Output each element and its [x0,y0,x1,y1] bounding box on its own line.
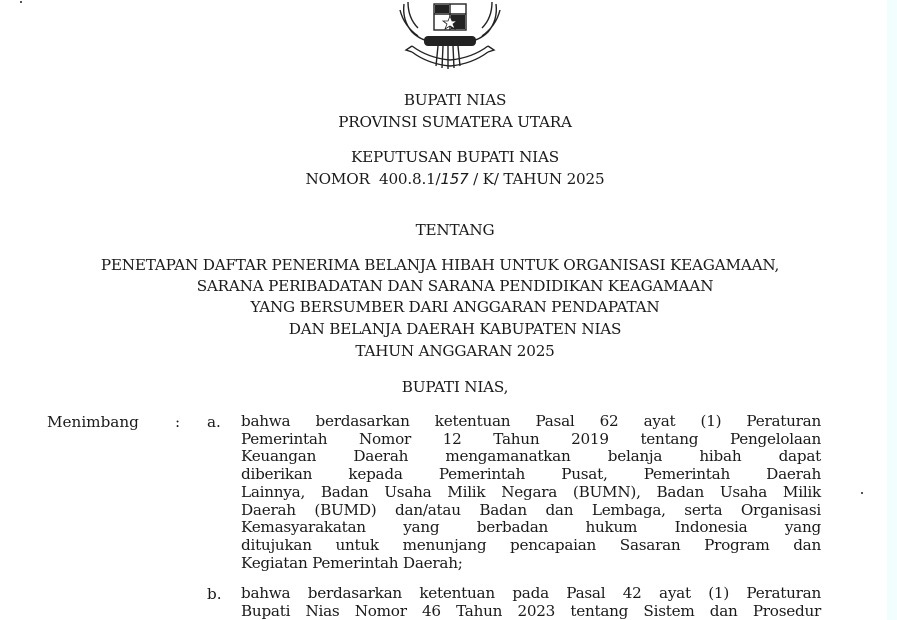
province-title: PROVINSI SUMATERA UTARA [338,113,572,131]
subject-line-2: SARANA PERIBADATAN DAN SARANA PENDIDIKAN KEAGAMAAN [196,277,714,295]
subject-label: TENTANG [415,221,495,239]
decree-number-suffix: / K/ TAHUN 2025 [468,170,605,188]
item-a-line: Keuangan Daerah mengamanatkan belanja hibah dapat [241,447,821,466]
item-a-line: Kegiatan Pemerintah Daerah; [241,553,463,572]
item-a-line: Daerah (BUMD) dan/atau Badan dan Lembaga, serta Organisasi [241,500,821,519]
item-b-paragraph [241,585,821,620]
subject-line-5: TAHUN ANGGARAN 2025 [355,342,555,360]
item-a-line: diberikan kepada Pemerintah Pusat, Pemerintah Daerah [241,465,821,484]
item-b-marker: b. [207,585,222,603]
garuda-emblem-icon [398,0,502,74]
considering-label: Menimbang [47,413,139,431]
item-a-line: ditujukan untuk menunjang pencapaian Sasaran Program dan [241,535,821,554]
subject-line-4: DAN BELANJA DAERAH KABUPATEN NIAS [288,320,622,338]
item-a-line: Lainnya, Badan Usaha Milik Negara (BUMN), Badan Usaha Milik [241,482,821,501]
item-a-paragraph [241,413,821,572]
subject-line-3: YANG BERSUMBER DARI ANGGARAN PENDAPATAN [250,298,660,316]
issuer-title: BUPATI NIAS, [401,378,509,396]
decree-title: KEPUTUSAN BUPATI NIAS [351,148,559,166]
item-b-line: bahwa berdasarkan ketentuan pada Pasal 42 ayat (1) Peraturan [241,584,821,602]
scan-speck [20,1,22,3]
scan-speck [861,492,863,494]
decree-number [0,170,897,188]
considering-colon: : [175,413,181,431]
item-a-line: Kemasyarakatan yang berbadan hukum Indonesia yang [241,518,821,537]
item-a-marker: a. [207,413,221,431]
item-a-line: Pemerintah Nomor 12 Tahun 2019 tentang Pengelolaan [241,429,821,448]
office-title: BUPATI NIAS [403,91,507,109]
decree-number-handwritten: 157 [440,170,469,188]
item-a-line: bahwa berdasarkan ketentuan Pasal 62 ayat (1) Peraturan [241,412,821,430]
subject-line-1: PENETAPAN DAFTAR PENERIMA BELANJA HIBAH UNTUK ORGANISASI KEAGAMAAN, [100,256,780,274]
item-b-line: Bupati Nias Nomor 46 Tahun 2023 tentang Sistem dan Prosedur [241,601,821,620]
decree-number-prefix: NOMOR 400.8.1/ [305,170,441,188]
